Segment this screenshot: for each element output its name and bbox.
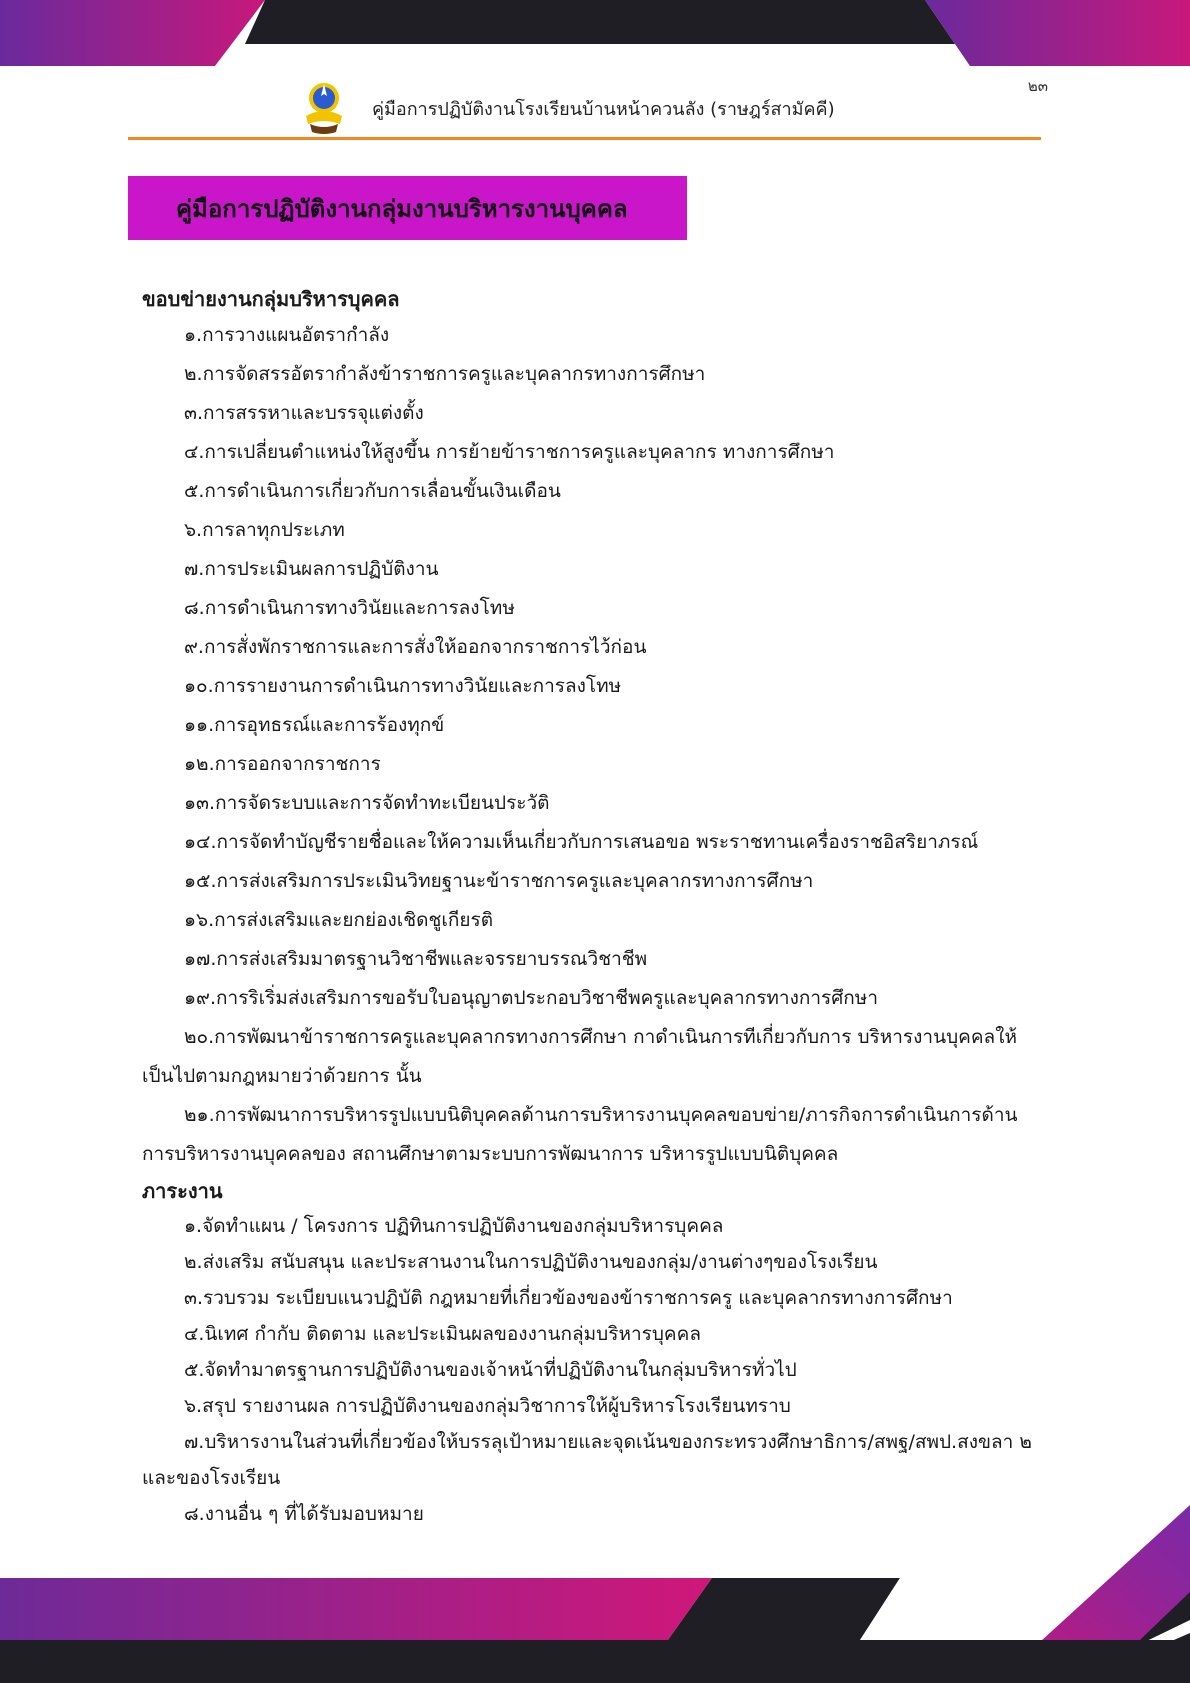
list-item: ๑๑.การอุทธรณ์และการร้องทุกข์ — [184, 714, 445, 736]
list-item: ๒๑.การพัฒนาการบริหารรูปแบบนิติบุคคลด้านการบริหารงานบุคคลขอบข่าย/ภารกิจการดำเนินการด้านการบริหารงานบุคคลของ สถานศึกษาตามระบบการพัฒนาการ บริหารรูปแบบนิติบุคคล — [142, 1104, 1018, 1165]
list-item: ๑๐.การรายงานการดำเนินการทางวินัยและการลงโทษ — [184, 675, 622, 697]
list-item: ๕.การดำเนินการเกี่ยวกับการเลื่อนขั้นเงินเดือน — [184, 480, 561, 502]
list-item: ๒.ส่งเสริม สนับสนุน และประสานงานในการปฏิบัติงานของกลุ่ม/งานต่างๆของโรงเรียน — [184, 1251, 878, 1273]
section-title-banner — [128, 176, 687, 240]
list-item: ๗.บริหารงานในส่วนที่เกี่ยวข้องให้บรรลุเป้าหมายและจุดเน้นของกระทรวงศึกษาธิการ/สพฐ/สพป.สงขลา ๒ และของโรงเรียน — [142, 1431, 1032, 1489]
list-item: ๑๙.การริเริ่มส่งเสริมการขอรับใบอนุญาตประกอบวิชาชีพครูและบุคลากรทางการศึกษา — [184, 987, 879, 1009]
school-logo — [300, 78, 348, 138]
bottom-dark-band — [0, 1640, 1190, 1683]
list-item: ๘.งานอื่น ๆ ที่ได้รับมอบหมาย — [184, 1503, 424, 1525]
list-item: ๑๕.การส่งเสริมการประเมินวิทยฐานะข้าราชการครูและบุคลากรทางการศึกษา — [184, 870, 814, 892]
page-number: ๒๓ — [1027, 77, 1048, 95]
list-item: ๖.สรุป รายงานผล การปฏิบัติงานของกลุ่มวิชาการให้ผู้บริหารโรงเรียนทราบ — [184, 1395, 791, 1417]
header-divider — [128, 137, 1041, 140]
list-item: ๔.นิเทศ กำกับ ติดตาม และประเมินผลของงานกลุ่มบริหารบุคคล — [184, 1323, 701, 1345]
page-header — [300, 78, 835, 138]
list-item: ๑๒.การออกจากราชการ — [184, 753, 381, 775]
tasks-section — [142, 1174, 1042, 1532]
list-item: ๓.รวบรวม ระเบียบแนวปฏิบัติ กฎหมายที่เกี่ยวข้องของข้าราชการครู และบุคลากรทางการศึกษา — [184, 1287, 953, 1309]
list-item: ๓.การสรรหาและบรรจุแต่งตั้ง — [184, 402, 424, 424]
list-item: ๑๓.การจัดระบบและการจัดทำทะเบียนประวัติ — [184, 792, 550, 814]
scope-heading: ขอบข่ายงานกลุ่มบริหารบุคคล — [142, 287, 400, 311]
list-item: ๑๔.การจัดทำบัญชีรายชื่อและให้ความเห็นเกี่ยวกับการเสนอขอ พระราชทานเครื่องราชอิสริยาภรณ์ — [184, 831, 979, 853]
list-item: ๑.จัดทำแผน / โครงการ ปฏิทินการปฏิบัติงานของกลุ่มบริหารบุคคล — [184, 1215, 724, 1237]
content — [142, 282, 1042, 1532]
header-title: คู่มือการปฏิบัติงานโรงเรียนบ้านหน้าควนลัง (ราษฎร์สามัคคี) — [372, 98, 835, 120]
scope-list — [142, 316, 1042, 1174]
top-left-band — [0, 0, 265, 66]
list-item: ๕.จัดทำมาตรฐานการปฏิบัติงานของเจ้าหน้าที่ปฏิบัติงานในกลุ่มบริหารทั่วไป — [184, 1359, 797, 1381]
list-item: ๔.การเปลี่ยนตำแหน่งให้สูงขึ้น การย้ายข้าราชการครูและบุคลากร ทางการศึกษา — [184, 441, 835, 463]
list-item: ๑๗.การส่งเสริมมาตรฐานวิชาชีพและจรรยาบรรณวิชาชีพ — [184, 948, 648, 970]
tasks-heading: ภาระงาน — [142, 1179, 223, 1203]
list-item: ๙.การสั่งพักราชการและการสั่งให้ออกจากราชการไว้ก่อน — [184, 636, 647, 658]
bottom-band — [0, 1578, 712, 1640]
list-item: ๖.การลาทุกประเภท — [184, 519, 345, 541]
list-item: ๒.การจัดสรรอัตรากำลังข้าราชการครูและบุคลากรทางการศึกษา — [184, 363, 706, 385]
list-item: ๑.การวางแผนอัตรากำลัง — [184, 324, 390, 346]
list-item: ๑๖.การส่งเสริมและยกย่องเชิดชูเกียรติ — [184, 909, 494, 931]
list-item: ๘.การดำเนินการทางวินัยและการลงโทษ — [184, 597, 515, 619]
top-dark-band — [245, 0, 955, 44]
list-item: ๗.การประเมินผลการปฏิบัติงาน — [184, 558, 439, 580]
list-item: ๒๐.การพัฒนาข้าราชการครูและบุคลากรทางการศึกษา กาดำเนินการทีเกี่ยวกับการ บริหารงานบุคคลให้เป็นไปตามกฎหมายว่าด้วยการ นั้น — [142, 1026, 1017, 1087]
page-title: คู่มือการปฏิบัติงานกลุ่มงานบริหารงานบุคคล — [176, 194, 628, 223]
top-right-band — [925, 0, 1190, 66]
